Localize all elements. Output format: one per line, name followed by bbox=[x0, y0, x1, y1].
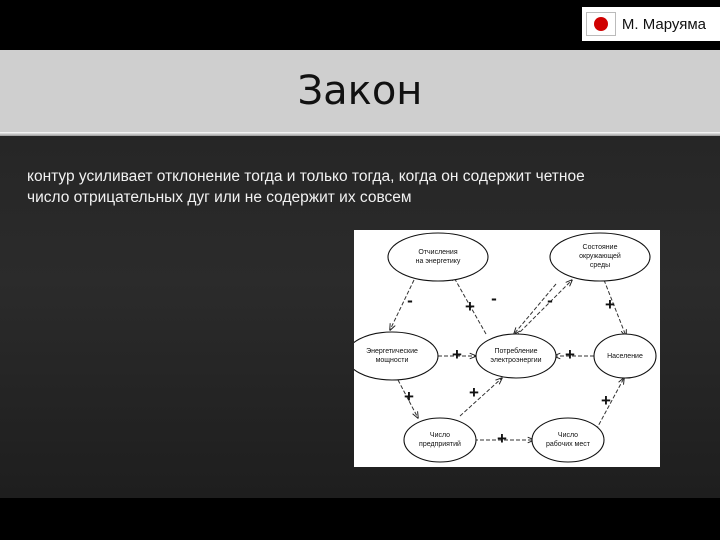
body-line-1: контур усиливает отклонение тогда и только тогда, когда он содержит четное bbox=[27, 168, 585, 185]
node-n3-label-1: Энергетические bbox=[366, 348, 418, 355]
node-n1-label-2: на энергетику bbox=[415, 258, 461, 265]
edge-n4-n2 bbox=[516, 280, 572, 336]
slide-title: Закон bbox=[297, 68, 423, 114]
node-n6-label-2: предприятий bbox=[419, 441, 461, 448]
diagram-svg bbox=[354, 230, 660, 467]
node-n2-label-3: среды bbox=[589, 262, 611, 269]
japan-flag-icon bbox=[586, 12, 616, 36]
node-n4-label-1: Потребление bbox=[494, 348, 538, 355]
bottom-bar bbox=[0, 498, 720, 540]
causal-loop-diagram bbox=[354, 230, 660, 467]
sign-n3-n4: + bbox=[452, 345, 462, 364]
flag-disc bbox=[594, 17, 608, 31]
sign-n1-n3: - bbox=[407, 291, 413, 310]
node-n7 bbox=[532, 418, 604, 462]
node-n6 bbox=[404, 418, 476, 462]
node-n1 bbox=[388, 233, 488, 281]
node-n6-label-1: Число bbox=[429, 432, 451, 439]
sign-n2-n4: - bbox=[491, 289, 497, 308]
body-line-2: число отрицательных дуг или не содержит их совсем bbox=[27, 189, 412, 206]
node-n2-label-2: окружающей bbox=[579, 253, 621, 260]
node-n3-label-2: мощности bbox=[375, 357, 409, 364]
sign-n6-n7: + bbox=[497, 429, 507, 448]
sign-n4-n1: + bbox=[465, 297, 475, 316]
node-n2-label-1: Состояние bbox=[582, 244, 618, 251]
sign-n3-n6: + bbox=[404, 387, 414, 406]
edge-n6-n4 bbox=[460, 378, 502, 416]
node-n4-label-2: электроэнергии bbox=[490, 357, 542, 364]
node-n7-label-2: рабочих мест bbox=[546, 441, 590, 448]
sign-n2-n5: + bbox=[605, 295, 615, 314]
node-n3 bbox=[354, 332, 438, 380]
author-badge bbox=[582, 7, 720, 41]
top-bar bbox=[0, 0, 720, 50]
node-n4 bbox=[476, 334, 556, 378]
title-band bbox=[0, 50, 720, 132]
sign-n6-n4: + bbox=[469, 383, 479, 402]
sign-n4-n2: - bbox=[547, 291, 553, 310]
sign-n5-n4: + bbox=[565, 345, 575, 364]
node-n5-label-1: Население bbox=[607, 353, 643, 360]
node-n1-label-1: Отчисления bbox=[418, 249, 458, 256]
slide-body-text bbox=[27, 166, 697, 208]
node-n7-label-1: Число bbox=[557, 432, 579, 439]
sign-n7-n5: + bbox=[601, 391, 611, 410]
slide-content bbox=[0, 136, 720, 498]
author-name: М. Маруяма bbox=[621, 15, 706, 33]
